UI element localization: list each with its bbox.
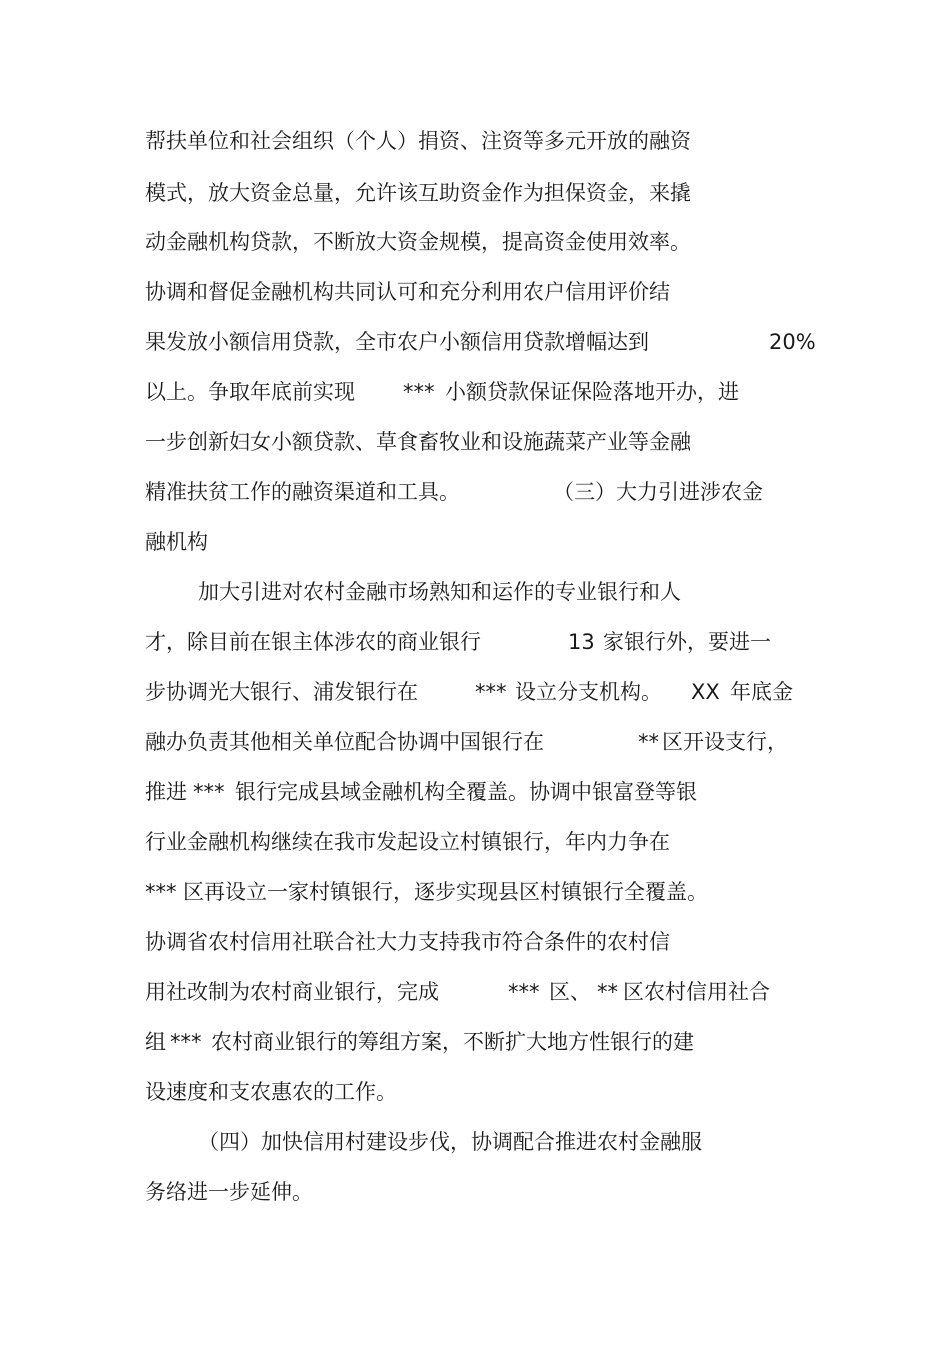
text-line: 以上。争取年底前实现 *** 小额贷款保证保险落地开办，进 bbox=[145, 380, 739, 404]
text-line: 精准扶贫工作的融资渠道和工具。 （三）大力引进涉农金 bbox=[145, 480, 763, 504]
text-line: 务络进一步延伸。 bbox=[145, 1180, 313, 1204]
text-line: 模式，放大资金总量，允许该互助资金作为担保资金，来撬 bbox=[145, 181, 691, 205]
text-line: 加大引进对农村金融市场熟知和运作的专业银行和人 bbox=[198, 580, 681, 604]
text-line: 行业金融机构继续在我市发起设立村镇银行，年内力争在 bbox=[145, 830, 670, 854]
text-line: 推进 *** 银行完成县域金融机构全覆盖。协调中银富登等银 bbox=[145, 780, 697, 804]
text-line: 帮扶单位和社会组织（个人）捐资、注资等多元开放的融资 bbox=[145, 129, 691, 153]
text-line: 用社改制为农村商业银行，完成 *** 区、 ** 区农村信用社合 bbox=[145, 980, 770, 1004]
text-line: 一步创新妇女小额贷款、草食畜牧业和设施蔬菜产业等金融 bbox=[145, 430, 691, 454]
text-line: 融机构 bbox=[145, 530, 208, 554]
text-line: 步协调光大银行、浦发银行在 *** 设立分支机构。 XX 年底金 bbox=[145, 680, 793, 704]
text-line: *** 区再设立一家村镇银行，逐步实现县区村镇银行全覆盖。 bbox=[145, 880, 708, 904]
text-line: 设速度和支农惠农的工作。 bbox=[145, 1080, 397, 1104]
text-line: 果发放小额信用贷款，全市农户小额信用贷款增幅达到 20% bbox=[145, 330, 816, 354]
text-line: 融办负责其他相关单位配合协调中国银行在 ** 区开设支行， bbox=[145, 730, 788, 754]
text-line: （四）加快信用村建设步伐，协调配合推进农村金融服 bbox=[198, 1130, 702, 1154]
text-line: 才，除目前在银主体涉农的商业银行 13 家银行外，要进一 bbox=[145, 630, 771, 654]
text-line: 协调省农村信用社联合社大力支持我市符合条件的农村信 bbox=[145, 930, 670, 954]
text-line: 组 *** 农村商业银行的筹组方案，不断扩大地方性银行的建 bbox=[145, 1030, 694, 1054]
text-line: 协调和督促金融机构共同认可和充分利用农户信用评价结 bbox=[145, 280, 670, 304]
text-line: 动金融机构贷款，不断放大资金规模，提高资金使用效率。 bbox=[145, 230, 691, 254]
